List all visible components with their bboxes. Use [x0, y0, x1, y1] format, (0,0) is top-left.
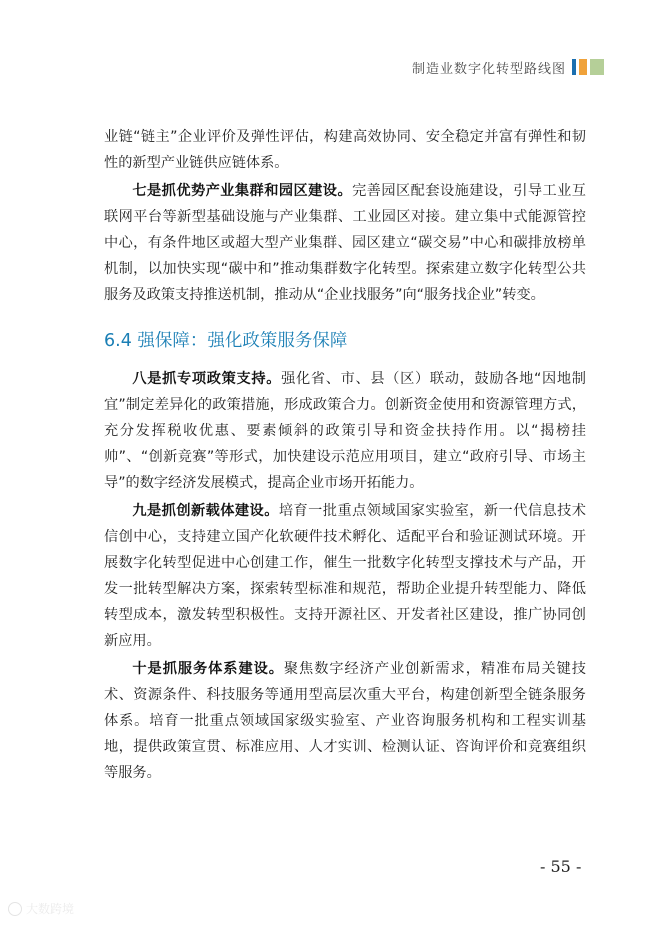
- paragraph-nine-text: 培育一批重点领域国家实验室，新一代信息技术信创中心，支持建立国产化软硬件技术孵化、适配平台和验证测试环境。开展数字化转型促进中心创建工作，催生一批数字化转型支撑技术与产品，开发一批转型解决方案，探索转型标准和规范，帮助企业提升转型能力、降低转型成本，激发转型积极性。支持开源社区、开发者社区建设，推广协同创新应用。: [104, 503, 586, 649]
- section-heading: 6.4 强保障：强化政策服务保障: [104, 331, 348, 351]
- paragraph-ten: [104, 656, 586, 786]
- header-bar-blue: [572, 59, 576, 75]
- paragraph-eight-text: 强化省、市、县（区）联动，鼓励各地“因地制宜”制定差异化的政策措施，形成政策合力。创新资金使用和资源管理方式，充分发挥税收优惠、要素倾斜的政策引导和资金扶持作用。以“揭榜挂帅”、“创新竞赛”等形式，加快建设示范应用项目，建立“政府引导、市场主导”的数字经济发展模式，提高企业市场开拓能力。: [104, 371, 586, 491]
- paragraph-ten-lead: 十是抓服务体系建设。: [132, 661, 284, 677]
- watermark-logo-icon: [8, 902, 22, 916]
- paragraph-nine-lead: 九是抓创新载体建设。: [132, 503, 279, 519]
- header-title: 制造业数字化转型路线图: [411, 62, 566, 77]
- paragraph-eight: [104, 366, 586, 496]
- paragraph-nine: [104, 498, 586, 654]
- header-color-bars: [572, 59, 604, 75]
- paragraph-seven: [104, 178, 586, 308]
- page-body: [104, 124, 586, 786]
- paragraph-seven-text: 完善园区配套设施建设，引导工业互联网平台等新型基础设施与产业集群、工业园区对接。建立集中式能源管控中心，有条件地区或超大型产业集群、园区建立“碳交易”中心和碳排放榜单机制，以加快实现“碳中和”推动集群数字化转型。探索建立数字化转型公共服务及政策支持推送机制，推动从“企业找服务”向“服务找企业”转变。: [104, 183, 586, 303]
- paragraph-eight-lead: 八是抓专项政策支持。: [132, 371, 282, 387]
- watermark-text: 大数跨境: [26, 902, 75, 916]
- page-number: - 55 -: [540, 857, 582, 876]
- watermark: [8, 900, 74, 917]
- continuation-paragraph: 业链“链主”企业评价及弹性评估，构建高效协同、安全稳定并富有弹性和韧性的新型产业链供应链体系。: [104, 129, 586, 171]
- paragraph-ten-text: 聚焦数字经济产业创新需求，精准布局关键技术、资源条件、科技服务等通用型高层次重大平台，构建创新型全链条服务体系。培育一批重点领域国家级实验室、产业咨询服务机构和工程实训基地，提供政策宣贯、标准应用、人才实训、检测认证、咨询评价和竞赛组织等服务。: [104, 661, 586, 781]
- header-bar-orange: [579, 59, 587, 75]
- paragraph-seven-lead: 七是抓优势产业集群和园区建设。: [132, 183, 353, 199]
- header-bar-green: [590, 59, 604, 75]
